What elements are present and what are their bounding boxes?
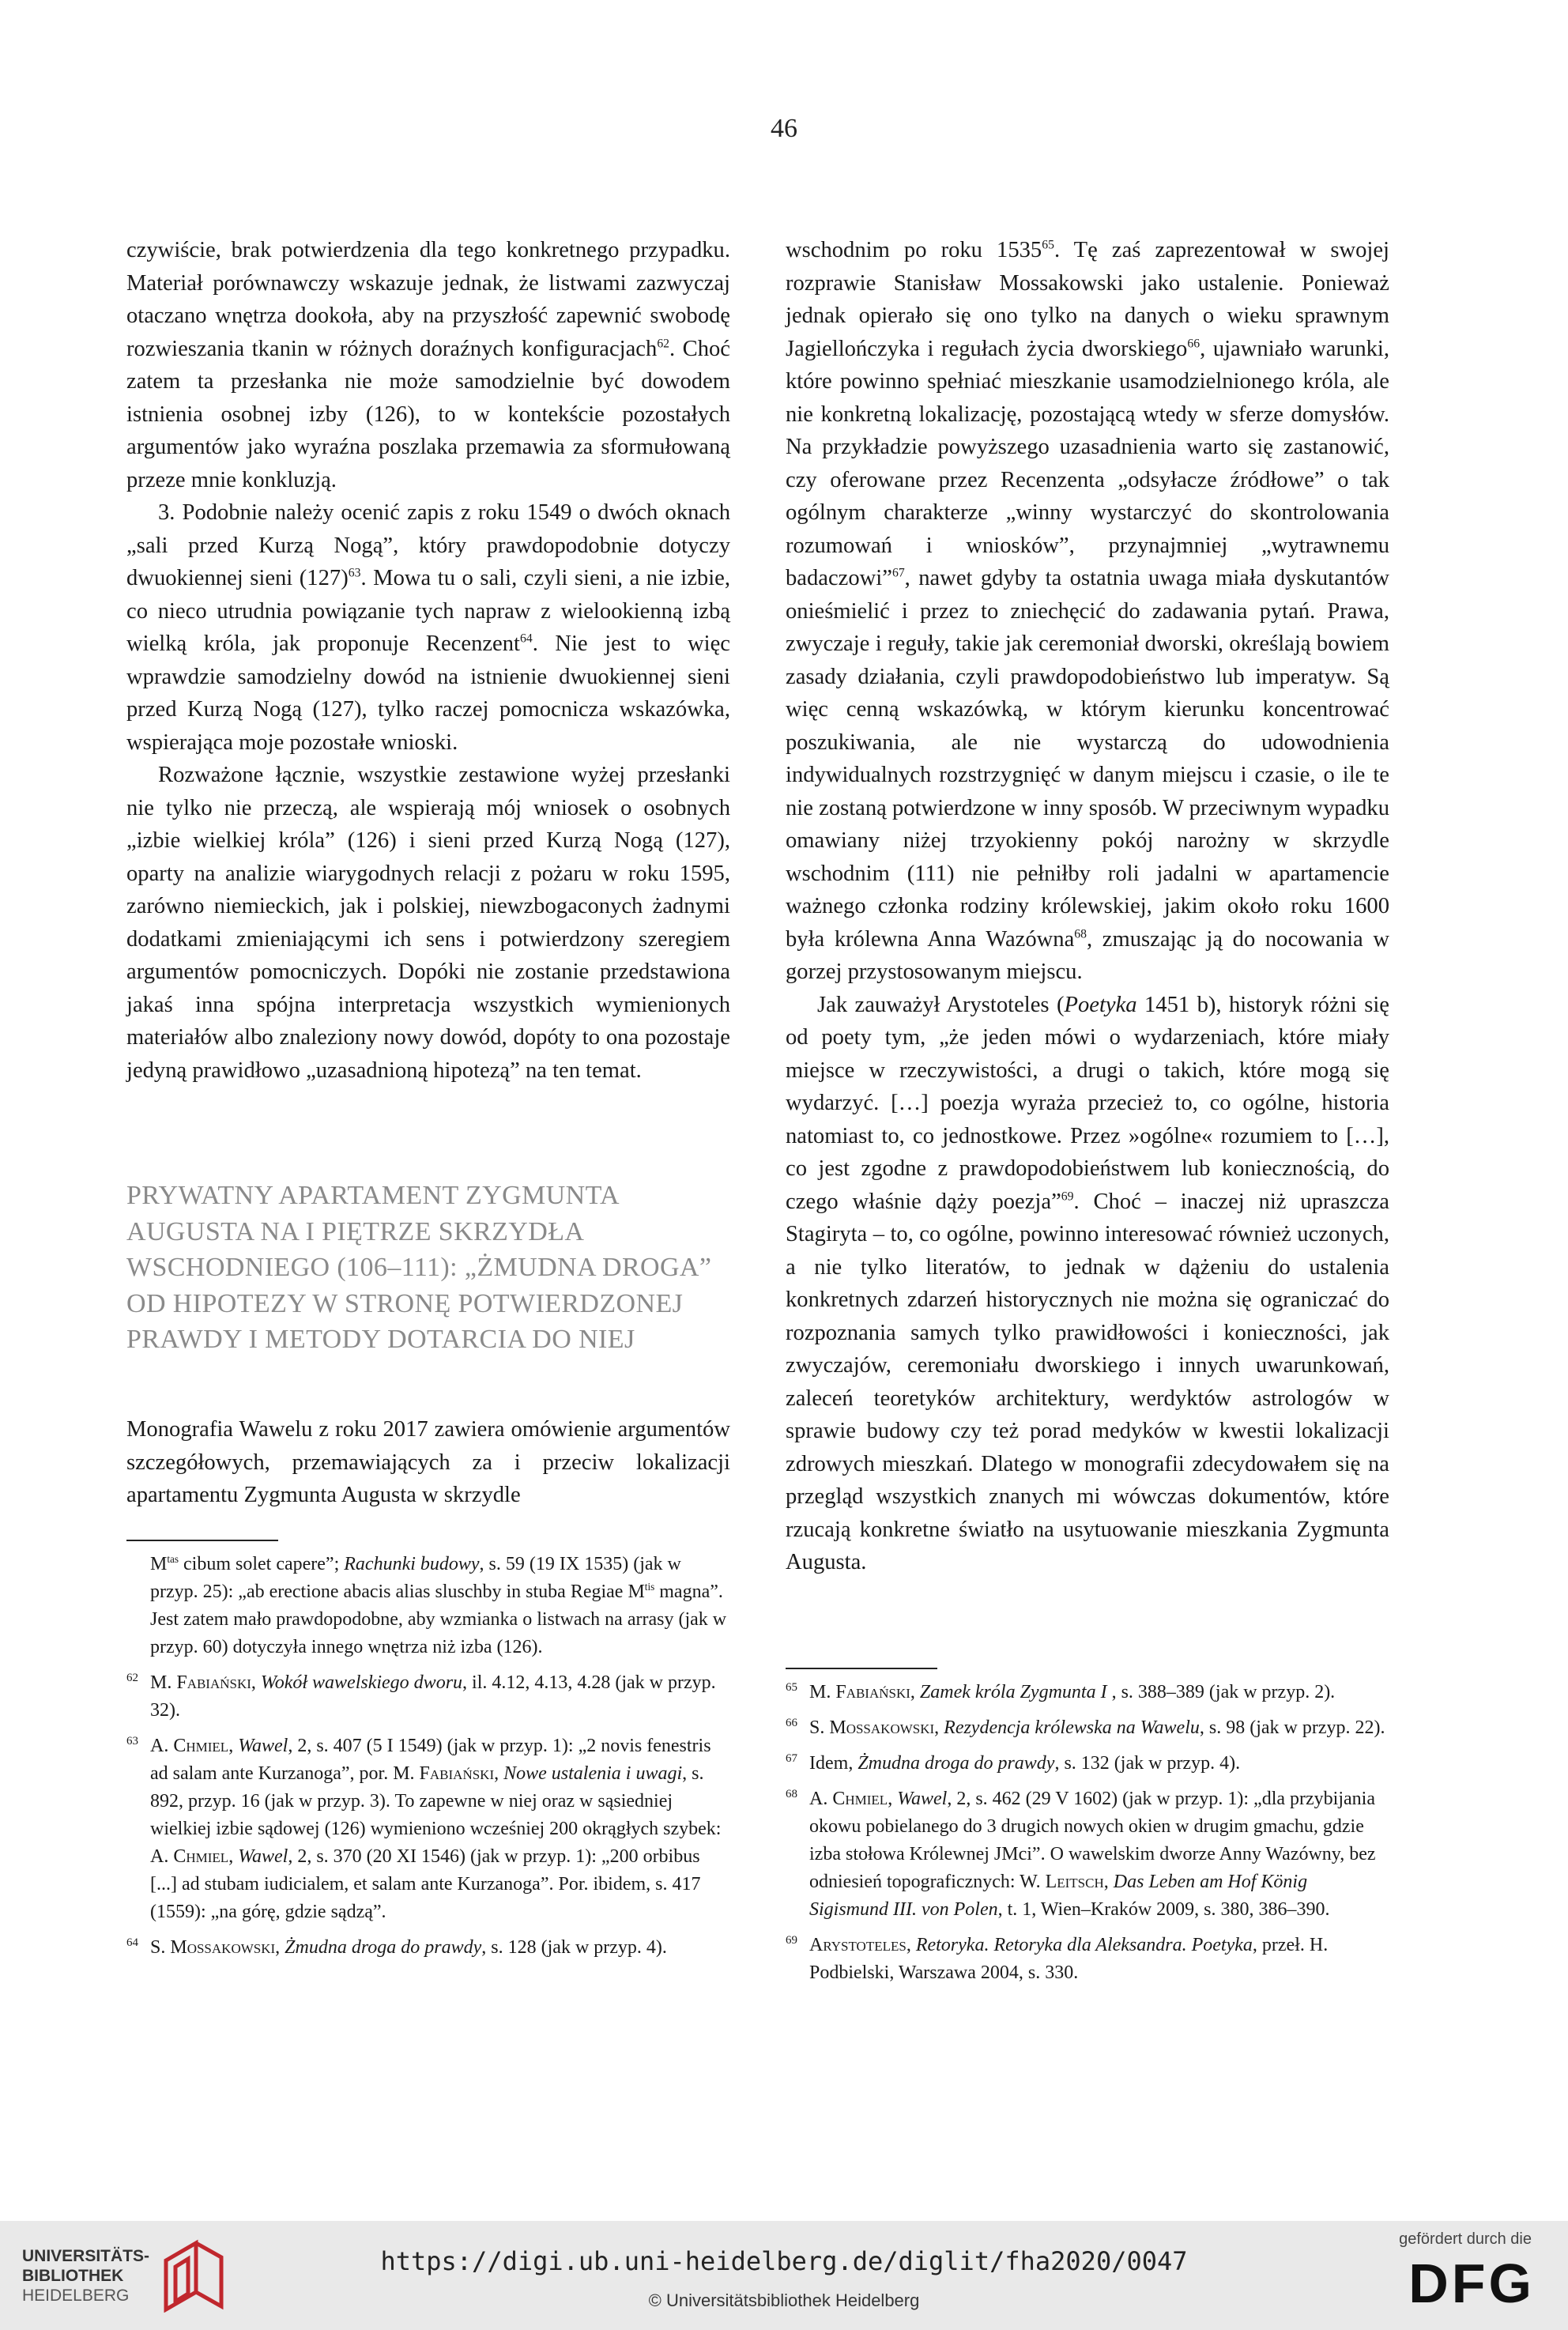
funding-label: gefördert durch die — [1399, 2230, 1532, 2248]
footnote-62: 62 M. Fabiański, Wokół wawelskiego dworu, il. 4.12, 4.13, 4.28 (jak w przyp. 32). — [126, 1672, 716, 1721]
footnote-64: 64 S. Mossakowski, Żmudna droga do prawdy, s. 128 (jak w przyp. 4). — [126, 1936, 667, 1958]
left-column-continued — [126, 1413, 730, 1512]
footnote-ref[interactable]: 68 — [1074, 926, 1087, 941]
paragraph: Jak zauważył Arystoteles (Poetyka 1451 b), historyk różni się od poety tym, „że jeden mówi o wydarzeniach, które miały miejsce w rzeczywistości, a drugi o takich, które mogą się wydarzyć. […] poezja wyraża przecież to, co ogólne, historia natomiast to, co jednostkowe. Przez »ogólne« rozumiem to […], co jest zgodne z prawdopodobieństwem lub koniecznością, do czego właśnie dąży poezja”$^{69}$. Choć – inaczej niż upraszcza Stagiryta – to, co ogólne, powinno interesować również uczonych, a nie tylko literatów, to jednak w dążeniu do ustalenia konkretnych zdarzeń historycznych nie można się ograniczać do rozpoznania samych tylko prawidłowości i konieczności, jak zwyczajów, ceremoniału dworskiego i innych uwarunkowań, zaleceń teoretyków architektury, werdyktów astrologów w sprawie budowy czy też porad medyków w kwestii lokalizacji zdrowych mieszkań. Dlatego w monografii zdecydowałem się na przegląd wszystkich znanych mi wówczas dokumentów, które rzucają konkretne światło na usytuowanie mieszkania Zygmunta Augusta. — [786, 992, 1389, 1574]
footnote-68: 68 A. Chmiel, Wawel, 2, s. 462 (29 V 1602) (jak w przyp. 1): „dla przybijania okowu pobielanego do 3 drugich nowych okien w drugim gmachu, gdzie izba stołowa Królewnej JMci”. O wawelskim dworze Anny Wazówny, bez odniesień topograficznych: W. Leitsch, Das Leben am Hof König Sigismund III. von Polen, t. 1, Wien–Kraków 2009, s. 380, 386–390. — [786, 1788, 1376, 1920]
left-column — [126, 234, 730, 1087]
footnote-66: 66 S. Mossakowski, Rezydencja królewska na Wawelu, s. 98 (jak w przyp. 22). — [786, 1717, 1385, 1738]
paragraph: wschodnim po roku 1535$^{65}$. Tę zaś zaprezentował w swojej rozprawie Stanisław Mossakowski jako ustalenie. Ponieważ jednak opierało się ono tylko na danych o wieku sprawnym Jagiellończyka i regułach życia dworskiego$^{66}$, ujawniało warunki, które powinno spełniać mieszkanie usamodzielnionego króla, ale nie konkretną lokalizację, pozostającą wtedy w sferze domysłów. Na przykładzie powyższego uzasadnienia warto się zastanowić, czy oferowane przez Recenzenta „odsyłacze źródłowe” o tak ogólnym charakterze „winny wystarczyć do skontrolowania rozumowań i wniosków”, przynajmniej „wytrawnemu badaczowi”$^{67}$, nawet gdyby ta ostatnia uwaga miała dyskutantów onieśmielić i przez to zniechęcić do zadawania pytań. Prawa, zwyczaje i reguły, takie jak ceremoniał dworski, określają bowiem zasady działania, czyli prawdopodobieństwo lub imperatyw. Są więc cenną wskazówką, w którym kierunku koncentrować poszukiwania, ale nie wystarczą do udowodnienia indywidualnych rozstrzygnięć w danym miejscu i czasie, o ile te nie zostaną potwierdzone w inny sposób. W przeciwnym wypadku omawiany niżej trzyokienny pokój narożny w skrzydle wschodnim (111) nie pełniłby roli jadalni w apartamencie ważnego członka rodziny królewskiej, jakim około roku 1600 była królewna Anna Wazówna$^{68}$, zmuszając ją do nocowania w gorzej przystosowanym miejscu. — [786, 238, 1389, 984]
page-number: 46 — [771, 114, 797, 143]
footnote-65: 65 M. Fabiański, Zamek króla Zygmunta I , s. 388–389 (jak w przyp. 2). — [786, 1681, 1336, 1702]
paragraph: Monografia Wawelu z roku 2017 zawiera omówienie argumentów szczegółowych, przemawiających za i przeciw lokalizacji apartamentu Zygmunta Augusta w skrzydle — [126, 1417, 730, 1507]
paragraph: 3. Podobnie należy ocenić zapis z roku 1549 o dwóch oknach „sali przed Kurzą Nogą”, który prawdopodobnie dotyczy dwuokiennej sieni $(127)^{63}$. Mowa tu o sali, czyli sieni, a nie izbie, co nieco utrudnia powiązanie tych napraw z wielookienną izbą wielką króla, jak proponuje Recenzent$^{64}$. Nie jest to więc wprawdzie samodzielny dowód na istnienie dwuokiennej sieni przed Kurzą Nogą (127), tylko raczej pomocnicza wskazówka, wspierająca moje pozostałe wnioski. — [126, 500, 730, 755]
paragraph: czywiście, brak potwierdzenia dla tego konkretnego przypadku. Materiał porównawczy wskazuje jednak, że listwami zazwyczaj otaczano wnętrza dookoła, aby na przyszłość zapewnić swobodę rozwieszania tkanin w różnych doraźnych konfiguracjach$^{62}$. Choć zatem ta przesłanka nie może samodzielnie być dowodem istnienia osobnej izby (126), to w kontekście pozostałych argumentów jako wyraźna poszlaka przemawia za sformułowaną przeze mnie konkluzją. — [126, 238, 730, 492]
right-footnotes — [786, 1679, 1389, 1995]
footnote-67: 67 Idem, Żmudna droga do prawdy, s. 132 (jak w przyp. 4). — [786, 1752, 1241, 1774]
footnote-63: 63 A. Chmiel, Wawel, 2, s. 407 (5 I 1549) (jak w przyp. 1): „2 novis fenestris ad salam ante Kurzanoga”, por. M. Fabiański, Nowe ustalenia i uwagi, s. 892, przyp. 16 (jak w przyp. 3). To zapewne w niej oraz w sąsiedniej wielkiej izbie sądowej (126) wymieniono wcześniej 200 okrągłych szybek: A. Chmiel, Wawel, 2, s. 370 (20 XI 1546) (jak w przyp. 1): „200 orbibus [...] ad stubam iudicialem, et salam ante Kurzanoga”. Por. ibidem, s. 417 (1559): „na górę, gdzie sądzą”. — [126, 1735, 722, 1922]
footnote-ref[interactable]: 69 — [1061, 1189, 1074, 1203]
copyright-notice: © Universitätsbibliothek Heidelberg — [648, 2290, 920, 2310]
footnote-rule — [786, 1668, 937, 1669]
left-footnotes — [126, 1551, 730, 1970]
section-heading: PRYWATNY APARTAMENT ZYGMUNTA AUGUSTA NA I PIĘTRZE SKRZYDŁA WSCHODNIEGO (106–111): „ŻMUDNA DROGA” OD HIPOTEZY W STRONĘ POTWIERDZONEJ PRAWDY I METODY DOTARCIA DO NIEJ — [126, 1181, 712, 1354]
paragraph: Rozważone łącznie, wszystkie zestawione wyżej przesłanki nie tylko nie przeczą, ale wspierają mój wniosek o osobnych „izbie wielkiej króla” (126) i sieni przed Kurzą Nogą (127), oparty na analizie wiarygodnych relacji z pożaru w roku 1595, zarówno niemieckich, jak i polskiej, niewzbogaconych żadnymi dodatkami zmieniającymi ich sens i potwierdzony szeregiem argumentów pomocniczych. Dopóki nie zostanie przedstawiona jakaś inna spójna interpretacja wszystkich wymienionych materiałów albo znaleziony nowy dowód, dopóty to ona pozostaje jedyną prawidłowo „uzasadnioną hipotezą” na ten temat. — [126, 763, 730, 1083]
library-logo-text[interactable]: UNIVERSITÄTS- BIBLIOTHEK HEIDELBERG — [22, 2247, 150, 2305]
right-column — [786, 234, 1389, 1579]
footnote-ref[interactable]: 63 — [348, 566, 361, 580]
footnote-69: 69 Arystoteles, Retoryka. Retoryka dla Aleksandra. Poetyka, przeł. H. Podbielski, Warszawa 2004, s. 330. — [786, 1934, 1329, 1983]
footnote-continuation: $M^{tas}$ cibum solet capere”; Rachunki budowy, s. 59 (19 IX 1535) (jak w przyp. 25): „ab erectione abacis alias sluschby in stuba Regiae $M^{tis}$ magna”. Jest zatem mało prawdopodobne, aby wzmianka o listwach na arrasy (jak w przyp. 60) dotyczyła innego wnętrza niż izba (126). — [150, 1553, 727, 1657]
footnote-ref[interactable]: 65 — [1042, 238, 1054, 252]
footnote-ref[interactable]: 64 — [519, 632, 533, 646]
footnote-rule — [126, 1540, 278, 1541]
footnote-ref[interactable]: 67 — [891, 566, 905, 580]
footnote-ref[interactable]: 62 — [657, 336, 670, 350]
footnote-ref[interactable]: 66 — [1187, 336, 1200, 350]
page-url-link[interactable]: https://digi.ub.uni-heidelberg.de/diglit/fha2020/0047 — [380, 2246, 1188, 2276]
dfg-logo[interactable]: DFG — [1408, 2253, 1535, 2314]
